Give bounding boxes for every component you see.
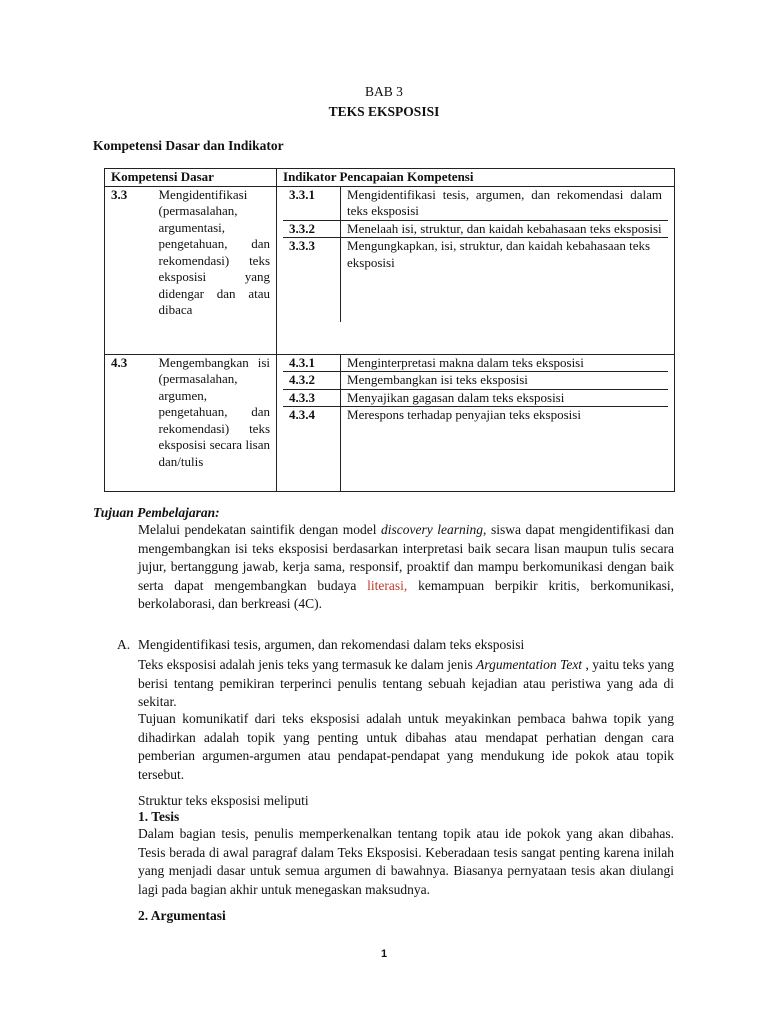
indicator-text: Merespons terhadap penyajian teks eksposisi — [347, 407, 581, 422]
indicator-number: 3.3.3 — [283, 238, 341, 323]
indicator-text: Mengidentifikasi tesis, argumen, dan rekomendasi dalam teks eksposisi — [341, 187, 668, 221]
definition-term: Argumentation Text — [476, 657, 583, 672]
kd-number: 3.3 — [105, 186, 153, 354]
list-item — [283, 187, 668, 221]
list-item — [283, 355, 668, 372]
table-row — [105, 186, 675, 354]
indicator-list — [283, 355, 668, 492]
list-item — [283, 389, 668, 407]
table-header-row — [105, 169, 675, 187]
indicator-cell — [277, 186, 675, 354]
indicator-text: Mengembangkan isi teks eksposisi — [341, 372, 668, 390]
tesis-paragraph: Dalam bagian tesis, penulis memperkenalkan tentang topik atau ide pokok yang akan dibahas. Tesis berada di awal paragraf dalam Teks Eksposisi. Keberadaan tesis sangat penting karena inilah yang menjadi dasar untuk semua argumen di bawahnya. Biasanya pernyataan tesis akan diulangi lagi pada bagian akhir untuk menegaskan maksudnya. — [138, 826, 674, 897]
tujuan-text-part: kemampuan berpikir kritis, berkomunikasi, berkolaborasi, dan berkreasi (4C). — [138, 577, 674, 611]
struktur-intro: Struktur teks eksposisi meliputi — [138, 793, 309, 808]
definition-paragraph — [138, 656, 674, 712]
list-item — [283, 238, 668, 323]
chapter-label: BAB 3 — [365, 84, 403, 99]
indicator-list — [283, 187, 668, 323]
list-item — [283, 372, 668, 390]
section-a-title: Mengidentifikasi tesis, argumen, dan rekomendasi dalam teks eksposisi — [138, 637, 525, 652]
table-row — [105, 354, 675, 492]
tujuan-model-term: discovery learning — [381, 522, 484, 537]
col-header-indikator: Indikator Pencapaian Kompetensi — [277, 169, 675, 187]
indicator-number: 4.3.3 — [283, 389, 341, 407]
definition-text-part: Teks eksposisi adalah jenis teks yang termasuk ke dalam jenis — [138, 657, 477, 672]
indicator-number: 4.3.1 — [283, 355, 341, 372]
section-a-heading — [117, 637, 677, 653]
indicator-text: Menginterpretasi makna dalam teks eksposisi — [341, 355, 668, 372]
indicator-number: 4.3.2 — [283, 372, 341, 390]
indicator-number: 3.3.1 — [283, 187, 341, 221]
tujuan-paragraph — [138, 521, 674, 614]
indicator-text: Mengungkapkan, isi, struktur, dan kaidah kebahasaan teks eksposisi — [347, 238, 651, 270]
tujuan-literasi-term: literasi, — [367, 577, 408, 593]
chapter-title: TEKS EKSPOSISI — [328, 104, 440, 119]
list-item — [283, 220, 668, 238]
section-a-label: A. — [117, 637, 131, 652]
indicator-cell — [277, 354, 675, 492]
kompetensi-heading: Kompetensi Dasar dan Indikator — [93, 138, 284, 153]
indicator-number: 4.3.4 — [283, 407, 341, 492]
page-number: 1 — [380, 948, 388, 960]
purpose-paragraph: Tujuan komunikatif dari teks eksposisi adalah untuk meyakinkan pembaca bahwa topik yang dihadirkan adalah topik yang penting untuk dibahas atau mendapat perhatian dengan cara pemberian argumen-argumen atau pendapat-pendapat yang mendukung ide pokok atau topik tersebut. — [138, 711, 674, 782]
argumentasi-heading: 2. Argumentasi — [138, 908, 226, 923]
kd-number: 4.3 — [105, 354, 153, 492]
kd-text: Mengembangkan isi (permasalahan, argumen, pengetahuan, dan rekomendasi) teks eksposisi secara lisan dan/tulis — [153, 354, 277, 492]
kd-text: Mengidentifikasi (permasalahan, argumentasi, pengetahuan, dan rekomendasi) teks eksposisi yang didengar dan atau dibaca — [153, 186, 277, 354]
col-header-kompetensi: Kompetensi Dasar — [105, 169, 277, 187]
list-item — [283, 407, 668, 492]
tujuan-text-part: Melalui pendekatan saintifik dengan model — [138, 522, 382, 537]
indicator-text: Menelaah isi, struktur, dan kaidah kebahasaan teks eksposisi — [341, 220, 668, 238]
indicator-number: 3.3.2 — [283, 220, 341, 238]
tujuan-text-part: , siswa dapat mengidentifikasi dan mengembangkan isi teks eksposisi berdasarkan interpretasi baik secara lisan maupun tulis secara jujur, bertanggung jawab, kerja sama, responsif, proaktif dan mampu berkomunikasi dengan baik serta dapat mengembangkan budaya — [138, 522, 674, 593]
kompetensi-table — [104, 168, 675, 492]
tesis-heading: 1. Tesis — [138, 809, 180, 824]
indicator-text: Menyajikan gagasan dalam teks eksposisi — [341, 389, 668, 407]
tujuan-heading: Tujuan Pembelajaran: — [93, 505, 220, 520]
definition-text-part: , yaitu teks yang berisi tentang pemikiran terperinci penulis tentang sebuah kejadian atau peristiwa yang ada di sekitar. — [138, 657, 674, 709]
